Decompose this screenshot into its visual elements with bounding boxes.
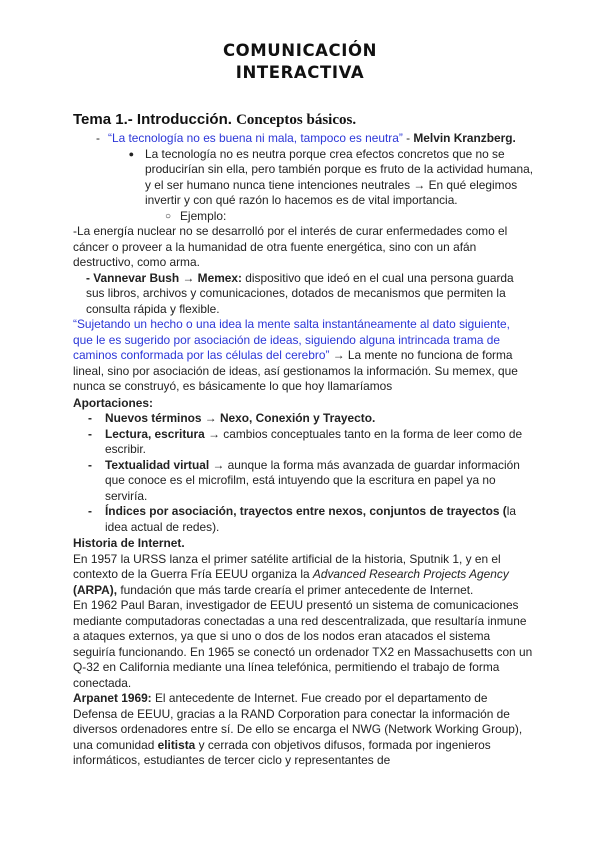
arpanet-label: Arpanet 1969: [73, 691, 152, 705]
bullet-text: La tecnología no es neutra porque crea efectos concretos que no se producirían sin ella, pero también porque es fruto de la actividad humana, y el ser humano nunca tiene intenciones neutrales → En qué elegimos invertir y con qué razón lo hacemos es de vital importancia. [145, 146, 534, 207]
aportacion-2-text: → cambios conceptuales tanto en la forma de leer como de escribir. [105, 426, 523, 456]
dash-marker: - [88, 457, 92, 472]
example-label: Ejemplo: [180, 208, 227, 223]
internet-paragraph-1 [73, 552, 533, 599]
aportacion-item [73, 504, 533, 535]
p1-text-a: En 1957 la URSS lanza el primer satélite artificial de la historia, Sputnik 1, y en el contexto de la Guerra Fría EEUU organiza la [73, 551, 501, 581]
aportacion-3-bold: Textualidad virtual [105, 457, 210, 472]
example-paragraph: -La energía nuclear no se desarrolló por el interés de curar enfermedades como el cáncer o proveer a la humanidad de otra fuente energética, sino con un afán destructivo, como arma. [73, 224, 508, 269]
topic-number: Tema 1.- Introducción. [73, 111, 232, 128]
quote-dash: - [406, 131, 411, 145]
topic-heading [73, 110, 533, 130]
bush-label: - Vannevar Bush → Memex: [86, 270, 242, 285]
dash-marker: - [88, 411, 92, 425]
aportacion-3-text: → aunque la forma más avanzada de guardar información que conoce es el microfilm, está intuyendo que la escritura en papel ya no serviría. [105, 457, 520, 503]
p1-text-b: fundación que más tarde crearía el primer antecedente de Internet. [117, 582, 474, 597]
p3-text-b: y cerrada con objetivos difusos, formada por ingenieros informáticos, estudiantes de tercer ciclo y representantes de [73, 737, 491, 767]
quote-item [73, 131, 533, 147]
bush-quote-after: → La mente no funciona de forma lineal, sino por asociación de ideas, así gestionamos la información. Su memex, que nunca se construyó, es básicamente lo que hoy llamaríamos [73, 348, 518, 393]
dash-marker: - [88, 504, 92, 518]
circle-bullet-icon: ○ [164, 210, 171, 222]
arpa-name: Advanced Research Projects Agency [312, 567, 509, 581]
bullet-item [73, 147, 533, 209]
arpa-acronym: (ARPA), [73, 582, 118, 597]
aportaciones-heading: Aportaciones: [73, 395, 153, 410]
example-item [73, 209, 533, 225]
arpanet-paragraph [73, 691, 533, 769]
aportacion-1: Nuevos términos → Nexo, Conexión y Trayecto. [105, 411, 376, 425]
bush-paragraph [73, 271, 533, 318]
topic-subtitle: Conceptos básicos. [236, 112, 357, 128]
title-line-2: INTERACTIVA [235, 63, 365, 82]
dash-marker: - [96, 131, 100, 145]
internet-paragraph-2: En 1962 Paul Baran, investigador de EEUU presentó un sistema de comunicaciones mediante computadoras conectadas a una red descentralizada, que resultaría inmune a ataques externos, ya que si uno o dos de los nodos eran atacados el sistema seguiría funcionando. En 1965 se conectó un ordenador TX2 en Massachusetts con un Q-32 en California mediante una línea telefónica, permitiendo el trabajo de forma conectada. [73, 598, 533, 690]
dash-marker: - [88, 426, 92, 441]
kranzberg-quote: “La tecnología no es buena ni mala, tampoco es neutra” [108, 131, 403, 145]
bullet-icon: ● [128, 148, 134, 159]
aportacion-4-bold: Índices por asociación, trayectos entre nexos, conjuntos de trayectos ( [105, 504, 507, 518]
aportacion-item [73, 458, 533, 505]
document-body [73, 110, 533, 769]
internet-heading: Historia de Internet. [73, 536, 185, 550]
title-line-1: COMUNICACIÓN [222, 41, 378, 60]
aportacion-item [73, 427, 533, 458]
bush-quote: “Sujetando un hecho o una idea la mente salta instantáneamente al dato siguiente, que le es sugerido por asociación de ideas, siguiendo alguna intrincada trama de caminos conformada por las células del cerebro” [73, 317, 510, 362]
aportacion-item [73, 411, 533, 427]
bush-text: dispositivo que ideó en el cual una persona guarda sus libros, archivos y comunicaciones, dotados de mecanismos que permiten la consulta rápida y flexible. [86, 270, 514, 316]
aportacion-4-text: la idea actual de redes). [105, 504, 517, 534]
bush-quote-paragraph [73, 317, 533, 395]
p3-text-a: El antecedente de Internet. Fue creado por el departamento de Defensa de EEUU, gracias a la RAND Corporation para conectar la información de diversos ordenadores entre sí. De ello se encarga el NWG (Network Working Group), una comunidad [73, 691, 523, 752]
document-title [0, 40, 600, 84]
aportacion-2-bold: Lectura, escritura [105, 426, 205, 441]
quote-author: Melvin Kranzberg. [413, 131, 516, 145]
elitista-word: elitista [157, 737, 196, 752]
